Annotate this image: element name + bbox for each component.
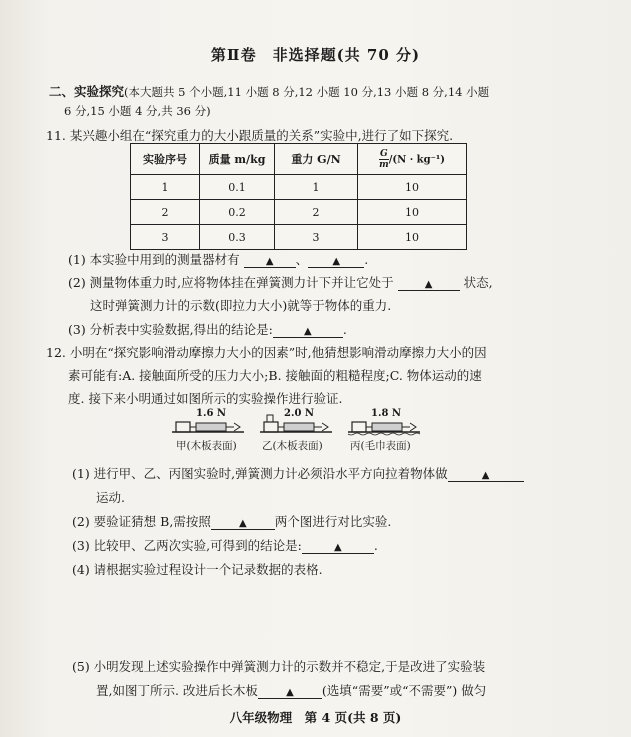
period-text: . — [373, 538, 378, 553]
page-footer: 八年级物理 第 4 页(共 8 页) — [229, 710, 402, 725]
q11-part2-text: (2) 测量物体重力时,应将物体挂在弹簧测力计下并让它处于 — [68, 275, 394, 290]
table-cell: 2 — [275, 200, 358, 225]
answer-blank[interactable] — [258, 683, 322, 699]
blank-marker-icon: ▲ — [286, 687, 294, 698]
q11-part2 — [68, 273, 493, 291]
table-cell: 10 — [358, 200, 467, 225]
table-cell: 10 — [358, 225, 467, 250]
answer-blank[interactable] — [211, 514, 275, 530]
section-title: 二、实验探究 — [49, 84, 125, 99]
q12-part4: (4) 请根据实验过程设计一个记录数据的表格. — [72, 562, 323, 577]
q12-stem-line3: 度. 接下来小明通过如图所示的实验操作进行验证. — [68, 391, 343, 406]
blank-marker-icon: ▲ — [481, 470, 490, 481]
ratio-numerator: G — [380, 148, 388, 159]
table-row — [131, 200, 467, 225]
q12-part2-text: (2) 要验证猜想 B,需按照 — [72, 514, 211, 529]
answer-blank[interactable] — [302, 538, 374, 554]
answer-blank[interactable] — [244, 252, 296, 268]
table-cell: 2 — [131, 200, 200, 225]
caption-yi: 乙(木板表面) — [262, 440, 323, 452]
period-text: . — [342, 322, 347, 337]
table-cell: 0.1 — [200, 175, 275, 200]
table-header-cell: 质量 m/kg — [200, 144, 275, 175]
setup-jia — [172, 422, 244, 432]
setup-bing — [348, 422, 420, 435]
table-row — [131, 225, 467, 250]
q12-part1-line2: 运动. — [96, 490, 125, 505]
q11-part1-text: (1) 本实验中用到的测量器材有 — [68, 252, 240, 267]
table-header-ratio — [358, 144, 467, 175]
table-header-row — [131, 144, 467, 175]
reading-jia: 1.6 N — [196, 408, 227, 419]
q11-part2-suffix: 状态, — [463, 275, 493, 290]
q12-stem-line1: 12. 小明在“探究影响滑动摩擦力大小的因素”时,他猜想影响滑动摩擦力大小的因 — [46, 345, 487, 360]
table-cell: 1 — [131, 175, 200, 200]
ratio-unit: /(N · kg⁻¹) — [388, 154, 445, 165]
ratio-denominator: m — [379, 159, 389, 170]
part-title: 第Ⅱ卷 非选择题(共 70 分) — [210, 46, 421, 64]
blank-marker-icon: ▲ — [334, 542, 342, 553]
table-cell: 1 — [275, 175, 358, 200]
table-header-cell: 实验序号 — [131, 144, 200, 175]
table-design-answer-area[interactable] — [96, 585, 556, 645]
q11-part3-text: (3) 分析表中实验数据,得出的结论是: — [68, 322, 273, 337]
blank-marker-icon: ▲ — [304, 326, 312, 337]
caption-jia: 甲(木板表面) — [176, 440, 237, 452]
table-row — [131, 175, 467, 200]
table-cell: 10 — [358, 175, 467, 200]
section-note-line1: (本大题共 5 个小题,11 小题 8 分,12 小题 10 分,13 小题 8 分,14 小题 — [124, 85, 490, 99]
q12-part5-line2 — [96, 681, 486, 699]
caption-bing: 丙(毛巾表面) — [350, 440, 411, 452]
q12-part5-text: 置,如图丁所示. 改进后长木板 — [96, 683, 258, 698]
answer-blank[interactable] — [398, 275, 460, 291]
blank-marker-icon: ▲ — [265, 256, 274, 267]
reading-yi: 2.0 N — [284, 408, 315, 419]
blank-marker-icon: ▲ — [424, 279, 433, 290]
table-cell: 3 — [131, 225, 200, 250]
q12-part1-text: (1) 进行甲、乙、丙图实验时,弹簧测力计必须沿水平方向拉着物体做 — [72, 466, 448, 481]
q11-part3 — [68, 320, 347, 338]
blank-marker-icon: ▲ — [332, 256, 341, 267]
table-header-cell: 重力 G/N — [275, 144, 358, 175]
q11-part1 — [68, 250, 368, 268]
table-cell: 0.2 — [200, 200, 275, 225]
q12-part5-line1: (5) 小明发现上述实验操作中弹簧测力计的示数并不稳定,于是改进了实验装 — [72, 659, 486, 674]
section-heading — [49, 82, 489, 100]
q12-part3 — [72, 536, 378, 554]
answer-blank[interactable] — [308, 252, 364, 268]
q12-stem-line2: 素可能有:A. 接触面所受的压力大小;B. 接触面的粗糙程度;C. 物体运动的速 — [68, 368, 482, 383]
table-cell: 0.3 — [200, 225, 275, 250]
q12-part2-suffix: 两个图进行对比实验. — [274, 514, 392, 529]
ratio-fraction — [379, 149, 389, 170]
q12-part2 — [72, 512, 391, 530]
reading-bing: 1.8 N — [371, 408, 402, 419]
q12-part1 — [72, 464, 524, 482]
blank-marker-icon: ▲ — [238, 518, 247, 529]
q11-part2-line2: 这时弹簧测力计的示数(即拉力大小)就等于物体的重力. — [90, 298, 392, 313]
answer-blank[interactable] — [273, 322, 343, 338]
table-cell: 3 — [275, 225, 358, 250]
q11-data-table — [130, 143, 467, 250]
period-text: . — [364, 252, 369, 267]
separator-text: 、 — [295, 252, 309, 267]
q11-stem: 11. 某兴趣小组在“探究重力的大小跟质量的关系”实验中,进行了如下探究. — [46, 128, 454, 143]
q12-part3-text: (3) 比较甲、乙两次实验,可得到的结论是: — [72, 538, 302, 553]
q12-part5-suffix: (选填“需要”或“不需要”) 做匀 — [321, 683, 487, 698]
answer-blank[interactable] — [448, 466, 524, 482]
section-note-line2: 6 分,15 小题 4 分,共 36 分) — [64, 104, 211, 118]
